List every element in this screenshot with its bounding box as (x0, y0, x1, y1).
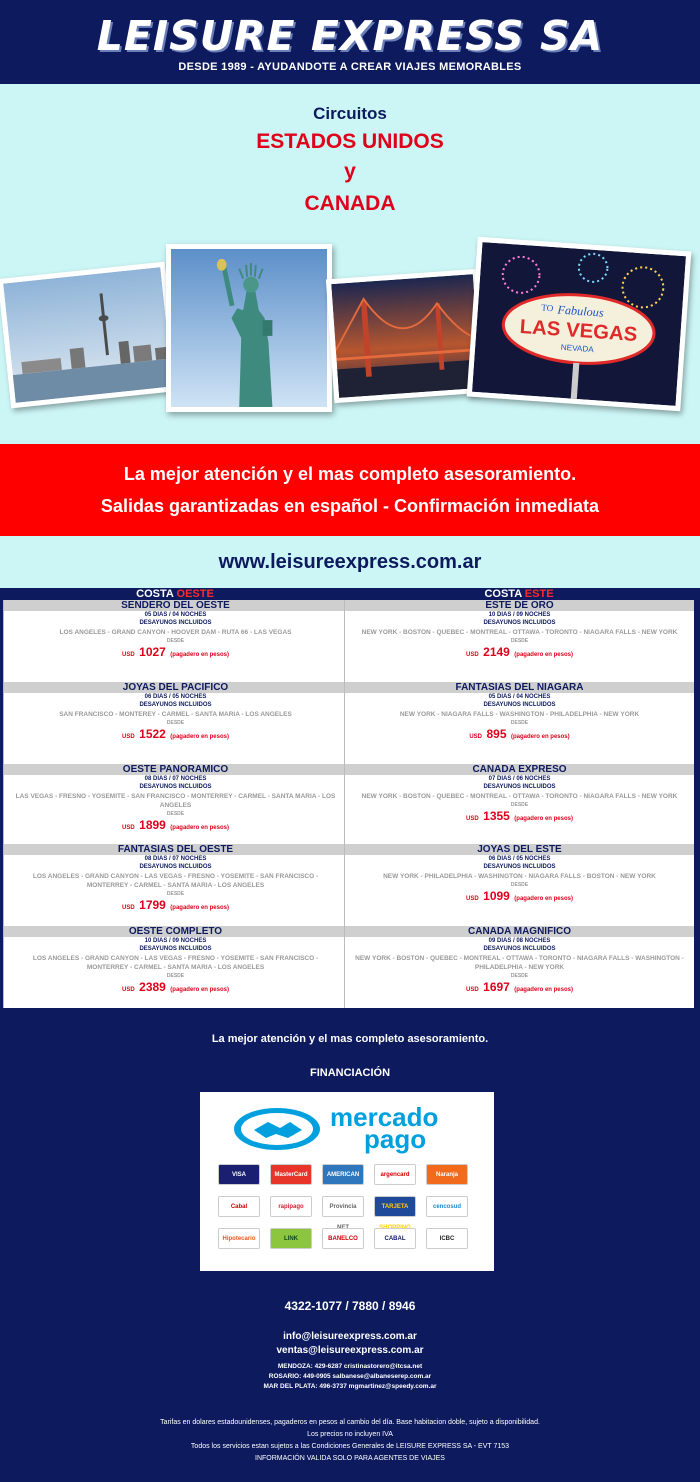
price-note: (pagadero en pesos) (514, 816, 573, 822)
circuit-meals: DESAYUNOS INCLUIDOS (483, 784, 556, 790)
price-from-label: DESDE (166, 973, 185, 979)
mercado-pago-box (200, 1092, 494, 1271)
price-from-label: DESDE (510, 802, 529, 808)
circuit-name: JOYAS DEL ESTE (345, 844, 694, 855)
circuit-card[interactable] (344, 844, 694, 926)
hero-title-canada: CANADA (304, 192, 396, 215)
payment-method-logo: Provincia (322, 1196, 364, 1217)
circuit-duration: 06 DIAS / 05 NOCHES (144, 694, 207, 700)
circuit-meals: DESAYUNOS INCLUIDOS (483, 702, 556, 708)
price-amount: 1099 (483, 889, 510, 903)
circuit-meals: DESAYUNOS INCLUIDOS (139, 702, 212, 708)
circuit-name: CANADA EXPRESO (345, 764, 694, 775)
mercado-pago-handshake-icon (232, 1106, 322, 1152)
payment-method-logo: LINK (270, 1228, 312, 1249)
price-note: (pagadero en pesos) (170, 825, 229, 831)
vegas-sign-nevada: NEVADA (560, 342, 595, 355)
footer (0, 1013, 700, 1482)
payment-method-logo: cencosud (426, 1196, 468, 1217)
circuit-name: CANADA MAGNIFICO (345, 926, 694, 937)
circuit-card[interactable] (3, 764, 347, 844)
mercado-pago-logo: mercado pago (330, 1102, 439, 1154)
price-amount: 1899 (139, 818, 166, 832)
price-currency: USD (466, 987, 479, 993)
circuit-duration: 06 DIAS / 05 NOCHES (488, 856, 551, 862)
price-from-label: DESDE (166, 638, 185, 644)
circuit-card[interactable] (3, 682, 347, 764)
branch-rosario: ROSARIO: 449-0905 salbanese@albaneserep.com.ar (268, 1373, 432, 1380)
circuit-duration: 10 DIAS / 09 NOCHES (144, 938, 207, 944)
email-ventas[interactable]: ventas@leisureexpress.com.ar (276, 1345, 424, 1356)
price-currency: USD (122, 734, 135, 740)
circuit-duration: 07 DIAS / 06 NOCHES (488, 776, 551, 782)
brand-title: LEISURE EXPRESS SA (96, 12, 604, 60)
circuit-route: SAN FRANCISCO - MONTEREY - CARMEL - SANTA MARIA - LOS ANGELES (59, 711, 292, 718)
circuit-route: LOS ANGELES - GRAND CANYON - LAS VEGAS - FRESNO - YOSEMITE - SAN FRANCISCO - MONTERREY - CARMEL - SANTA MARIA - LOS ANGELES (32, 955, 319, 971)
circuit-card[interactable] (344, 682, 694, 764)
toronto-skyline-photo (0, 262, 178, 409)
circuit-price (4, 727, 347, 744)
circuit-route: LOS ANGELES - GRAND CANYON - LAS VEGAS - FRESNO - YOSEMITE - SAN FRANCISCO - MONTERREY - CARMEL - SANTA MARIA - LOS ANGELES (32, 873, 319, 889)
price-note: (pagadero en pesos) (170, 652, 229, 658)
price-currency: USD (466, 816, 479, 822)
hero-subtitle: Circuitos (313, 104, 387, 123)
circuit-duration: 08 DIAS / 07 NOCHES (144, 776, 207, 782)
price-note: (pagadero en pesos) (170, 987, 229, 993)
price-currency: USD (466, 652, 479, 658)
vegas-sign-to: TO (540, 302, 554, 314)
price-note: (pagadero en pesos) (170, 905, 229, 911)
circuit-meals: DESAYUNOS INCLUIDOS (483, 864, 556, 870)
price-amount: 2389 (139, 980, 166, 994)
banner-line-2: Salidas garantizadas en español - Confirmación inmediata (100, 496, 600, 516)
financing-heading: FINANCIACIÓN (309, 1067, 391, 1079)
circuit-card[interactable] (344, 600, 694, 682)
west-coast-header: COSTA OESTE (3, 588, 347, 600)
payment-method-logo: CABAL (374, 1228, 416, 1249)
price-amount: 1799 (139, 898, 166, 912)
payment-method-logo: ICBC (426, 1228, 468, 1249)
statue-of-liberty-photo (166, 244, 332, 412)
circuit-duration: 10 DIAS / 09 NOCHES (488, 612, 551, 618)
price-from-label: DESDE (510, 973, 529, 979)
phone-numbers: 4322-1077 / 7880 / 8946 (284, 1299, 416, 1313)
price-from-label: DESDE (510, 720, 529, 726)
payment-method-logo: MasterCard (270, 1164, 312, 1185)
circuit-route: NEW YORK - BOSTON - QUEBEC - MONTREAL - OTTAWA - TORONTO - NIAGARA FALLS - NEW YORK (361, 793, 678, 800)
price-note: (pagadero en pesos) (510, 734, 570, 740)
banner-line-1: La mejor atención y el mas completo asesoramiento. (123, 464, 577, 484)
price-from-label: DESDE (166, 720, 185, 726)
payment-method-logo: AMERICAN (322, 1164, 364, 1185)
legal-agents-only: INFORMACIÓN VALIDA SOLO PARA AGENTES DE VIAJES (255, 1455, 445, 1462)
circuit-price (345, 645, 694, 662)
circuit-duration: 09 DIAS / 08 NOCHES (488, 938, 551, 944)
price-from-label: DESDE (510, 882, 529, 888)
header (0, 0, 700, 84)
price-amount: 2149 (483, 645, 510, 659)
circuit-meals: DESAYUNOS INCLUIDOS (483, 946, 556, 952)
price-currency: USD (122, 652, 135, 658)
payment-method-logo: TARJETA (374, 1196, 416, 1217)
circuit-route: NEW YORK - BOSTON - QUEBEC - MONTREAL - OTTAWA - TORONTO - NIAGARA FALLS - NEW YORK (361, 629, 678, 636)
brand-tagline: DESDE 1989 - AYUDANDOTE A CREAR VIAJES MEMORABLES (178, 61, 522, 73)
price-currency: USD (122, 825, 135, 831)
payment-method-logo: VISA (218, 1164, 260, 1185)
circuit-route: NEW YORK - BOSTON - QUEBEC - MONTREAL - OTTAWA - TORONTO - NIAGARA FALLS - WASHINGTON - PHILADELPHIA - NEW YORK (355, 955, 684, 971)
east-coast-header: COSTA ESTE (344, 588, 694, 600)
circuit-name: FANTASIAS DEL NIAGARA (345, 682, 694, 693)
circuit-price (345, 889, 694, 906)
price-from-label: DESDE (510, 638, 529, 644)
price-amount: 1522 (139, 727, 166, 741)
circuit-name: SENDERO DEL OESTE (4, 600, 347, 611)
circuit-name: FANTASIAS DEL OESTE (4, 844, 347, 855)
price-amount: 1355 (483, 809, 510, 823)
circuit-name: OESTE COMPLETO (4, 926, 347, 937)
price-currency: USD (466, 896, 479, 902)
legal-conditions: Todos los servicios estan sujetos a las Condiciones Generales de LEISURE EXPRESS SA - EVT 7153 (190, 1443, 510, 1450)
circuit-duration: 05 DIAS / 04 NOCHES (488, 694, 551, 700)
payment-method-logo: Hipotecario (218, 1228, 260, 1249)
golden-gate-bridge-photo (326, 269, 486, 403)
branch-mar-del-plata: MAR DEL PLATA: 496-3737 mgmartinez@speedy.com.ar (263, 1383, 437, 1390)
price-amount: 1027 (139, 645, 166, 659)
price-from-label: DESDE (166, 891, 185, 897)
circuit-meals: DESAYUNOS INCLUIDOS (139, 864, 212, 870)
promo-banner (0, 444, 700, 536)
payment-method-logo: Cabal (218, 1196, 260, 1217)
price-from-label: DESDE (166, 811, 185, 817)
website-link[interactable]: www.leisureexpress.com.ar (0, 536, 700, 588)
circuit-name: ESTE DE ORO (345, 600, 694, 611)
hero-section (0, 84, 700, 444)
email-info[interactable]: info@leisureexpress.com.ar (283, 1331, 417, 1342)
payment-method-logo: Naranja (426, 1164, 468, 1185)
payment-method-logo: BANELCO (322, 1228, 364, 1249)
hero-title-and: y (344, 160, 356, 183)
circuit-card[interactable] (344, 926, 694, 1008)
circuit-meals: DESAYUNOS INCLUIDOS (139, 620, 212, 626)
price-note: (pagadero en pesos) (170, 734, 229, 740)
circuit-card[interactable] (3, 844, 347, 926)
circuit-route: NEW YORK - PHILADELPHIA - WASHINGTON - NIAGARA FALLS - BOSTON - NEW YORK (383, 873, 656, 880)
las-vegas-sign-photo (467, 237, 692, 412)
circuit-meals: DESAYUNOS INCLUIDOS (483, 620, 556, 626)
circuit-price (345, 727, 694, 744)
price-currency: USD (122, 987, 135, 993)
price-currency: USD (469, 734, 483, 740)
circuit-route: LOS ANGELES - GRAND CANYON - HOOVER DAM - RUTA 66 - LAS VEGAS (59, 629, 292, 636)
price-amount: 895 (486, 727, 507, 741)
circuit-name: JOYAS DEL PACIFICO (4, 682, 347, 693)
price-note: (pagadero en pesos) (514, 652, 573, 658)
circuit-route: NEW YORK - NIAGARA FALLS - WASHINGTON - PHILADELPHIA - NEW YORK (399, 711, 640, 718)
east-coast-column (344, 588, 694, 994)
circuit-price (4, 645, 347, 662)
circuit-price (345, 980, 694, 997)
circuit-meals: DESAYUNOS INCLUIDOS (139, 784, 212, 790)
circuit-price (4, 898, 347, 915)
hero-title-usa: ESTADOS UNIDOS (256, 130, 444, 153)
circuit-price (4, 980, 347, 997)
circuit-price (345, 809, 694, 826)
circuit-duration: 05 DIAS / 04 NOCHES (144, 612, 207, 618)
price-currency: USD (122, 905, 135, 911)
vegas-sign-fabulous: Fabulous (557, 302, 605, 320)
vegas-sign-main: LAS VEGAS (518, 316, 639, 347)
circuit-card[interactable] (3, 600, 347, 682)
circuit-duration: 08 DIAS / 07 NOCHES (144, 856, 207, 862)
circuit-card[interactable] (3, 926, 347, 1008)
price-note: (pagadero en pesos) (514, 987, 573, 993)
circuit-name: OESTE PANORAMICO (4, 764, 347, 775)
circuit-price (4, 818, 347, 835)
legal-rates: Tarifas en dolares estadounidenses, pagaderos en pesos al cambio del día. Base habitacion doble, sujeto a disponibilidad. (160, 1419, 540, 1426)
west-coast-column (3, 588, 347, 994)
price-amount: 1697 (483, 980, 510, 994)
circuits-section (0, 588, 700, 1013)
legal-iva: Los precios no incluyen IVA (307, 1431, 393, 1438)
payment-method-logo: rapipago (270, 1196, 312, 1217)
footer-slogan: La mejor atención y el mas completo asesoramiento. (211, 1033, 489, 1045)
circuit-card[interactable] (344, 764, 694, 844)
price-note: (pagadero en pesos) (514, 896, 573, 902)
circuit-route: LAS VEGAS - FRESNO - YOSEMITE - SAN FRANCISCO - MONTERREY - CARMEL - SANTA MARIA - LOS ANGELES (15, 793, 336, 809)
branch-mendoza: MENDOZA: 429-6287 cristinastorero@itcsa.net (277, 1363, 423, 1370)
payment-method-logo: argencard (374, 1164, 416, 1185)
circuit-meals: DESAYUNOS INCLUIDOS (139, 946, 212, 952)
